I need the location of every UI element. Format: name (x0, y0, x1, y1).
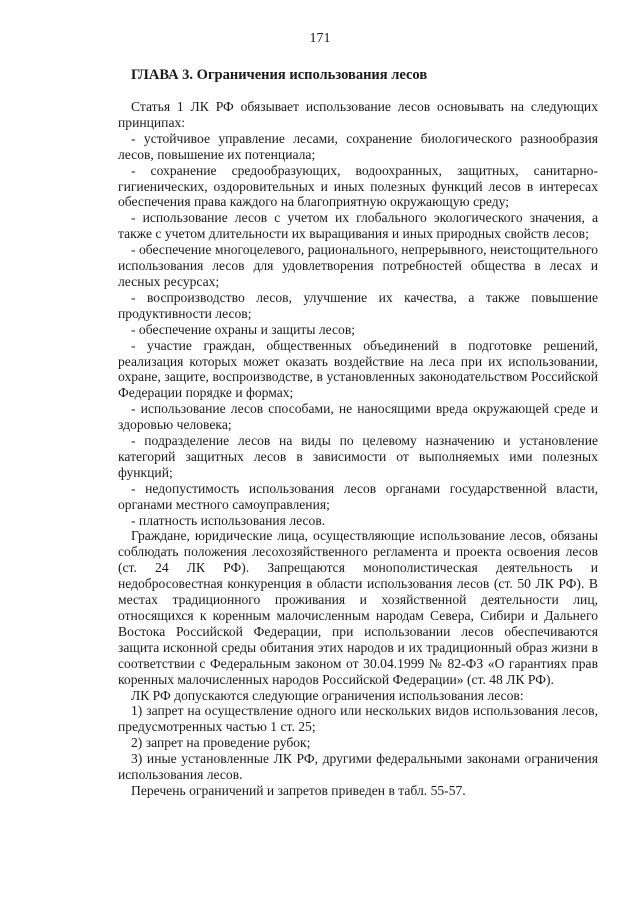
restrictions-list (118, 703, 598, 783)
citizens-paragraph: Граждане, юридические лица, осуществляющие использование лесов, обязаны соблюдать положения лесохозяйственного регламента и проекта освоения лесов (ст. 24 ЛК РФ). Запрещаются монополистическая деятельность и недобросовестная конкуренция в области использования лесов (ст. 50 ЛК РФ). В местах традиционного проживания и хозяйственной деятельности лиц, относящихся к коренным малочисленным народам Севера, Сибири и Дальнего Востока Российской Федерации, при использовании лесов обеспечиваются защита исконной среды обитания этих народов и их традиционный образ жизни в соответствии с Федеральным законом от 30.04.1999 № 82-ФЗ «О гарантиях прав коренных малочисленных народов Российской Федерации» (ст. 48 ЛК РФ). (118, 528, 598, 687)
document-body (118, 99, 598, 799)
list-item: 1) запрет на осуществление одного или нескольких видов использования лесов, предусмотренных частью 1 ст. 25; (118, 703, 598, 735)
list-item: 2) запрет на проведение рубок; (131, 735, 311, 751)
intro-paragraph: Статья 1 ЛК РФ обязывает использование лесов основывать на следующих принципах: (118, 99, 598, 130)
principles-list (118, 131, 598, 529)
list-item: - использование лесов с учетом их глобального экологического значения, а также с учетом длительности их выращивания и иных природных свойств лесов; (118, 210, 598, 242)
closing-paragraph: Перечень ограничений и запретов приведен в табл. 55-57. (131, 782, 466, 798)
list-item: - платность использования лесов. (131, 512, 326, 528)
list-item: 3) иные установленные ЛК РФ, другими федеральными законами ограничения использования лесов. (118, 751, 598, 783)
list-item: - использование лесов способами, не наносящими вреда окружающей среде и здоровью человека; (118, 401, 598, 433)
restrictions-intro: ЛК РФ допускаются следующие ограничения использования лесов: (131, 687, 524, 703)
list-item: - недопустимость использования лесов органами государственной власти, органами местного самоуправления; (118, 480, 598, 512)
list-item: - устойчивое управление лесами, сохранение биологического разнообразия лесов, повышение их потенциала; (118, 130, 598, 162)
chapter-title: ГЛАВА 3. Ограничения использования лесов (131, 67, 428, 83)
page-number: 171 (309, 31, 331, 46)
list-item: - участие граждан, общественных объединений в подготовке решений, реализация которых может оказать воздействие на леса при их использовании, охране, защите, воспроизводстве, в установленных законодательством Российской Федерации порядке и формах; (118, 337, 598, 401)
list-item: - воспроизводство лесов, улучшение их качества, а также повышение продуктивности лесов; (118, 289, 598, 321)
list-item: - подразделение лесов на виды по целевому назначению и установление категорий защитных лесов в зависимости от выполняемых ими полезных функций; (118, 433, 598, 480)
list-item: - сохранение средообразующих, водоохранных, защитных, санитарно-гигиенических, оздоровительных и иных полезных функций лесов в интересах обеспечения права каждого на благоприятную окружающую среду; (118, 162, 598, 210)
list-item: - обеспечение многоцелевого, рационального, непрерывного, неистощительного использования лесов для удовлетворения потребностей общества в лесах и лесных ресурсах; (118, 242, 598, 289)
list-item: - обеспечение охраны и защиты лесов; (131, 321, 356, 337)
